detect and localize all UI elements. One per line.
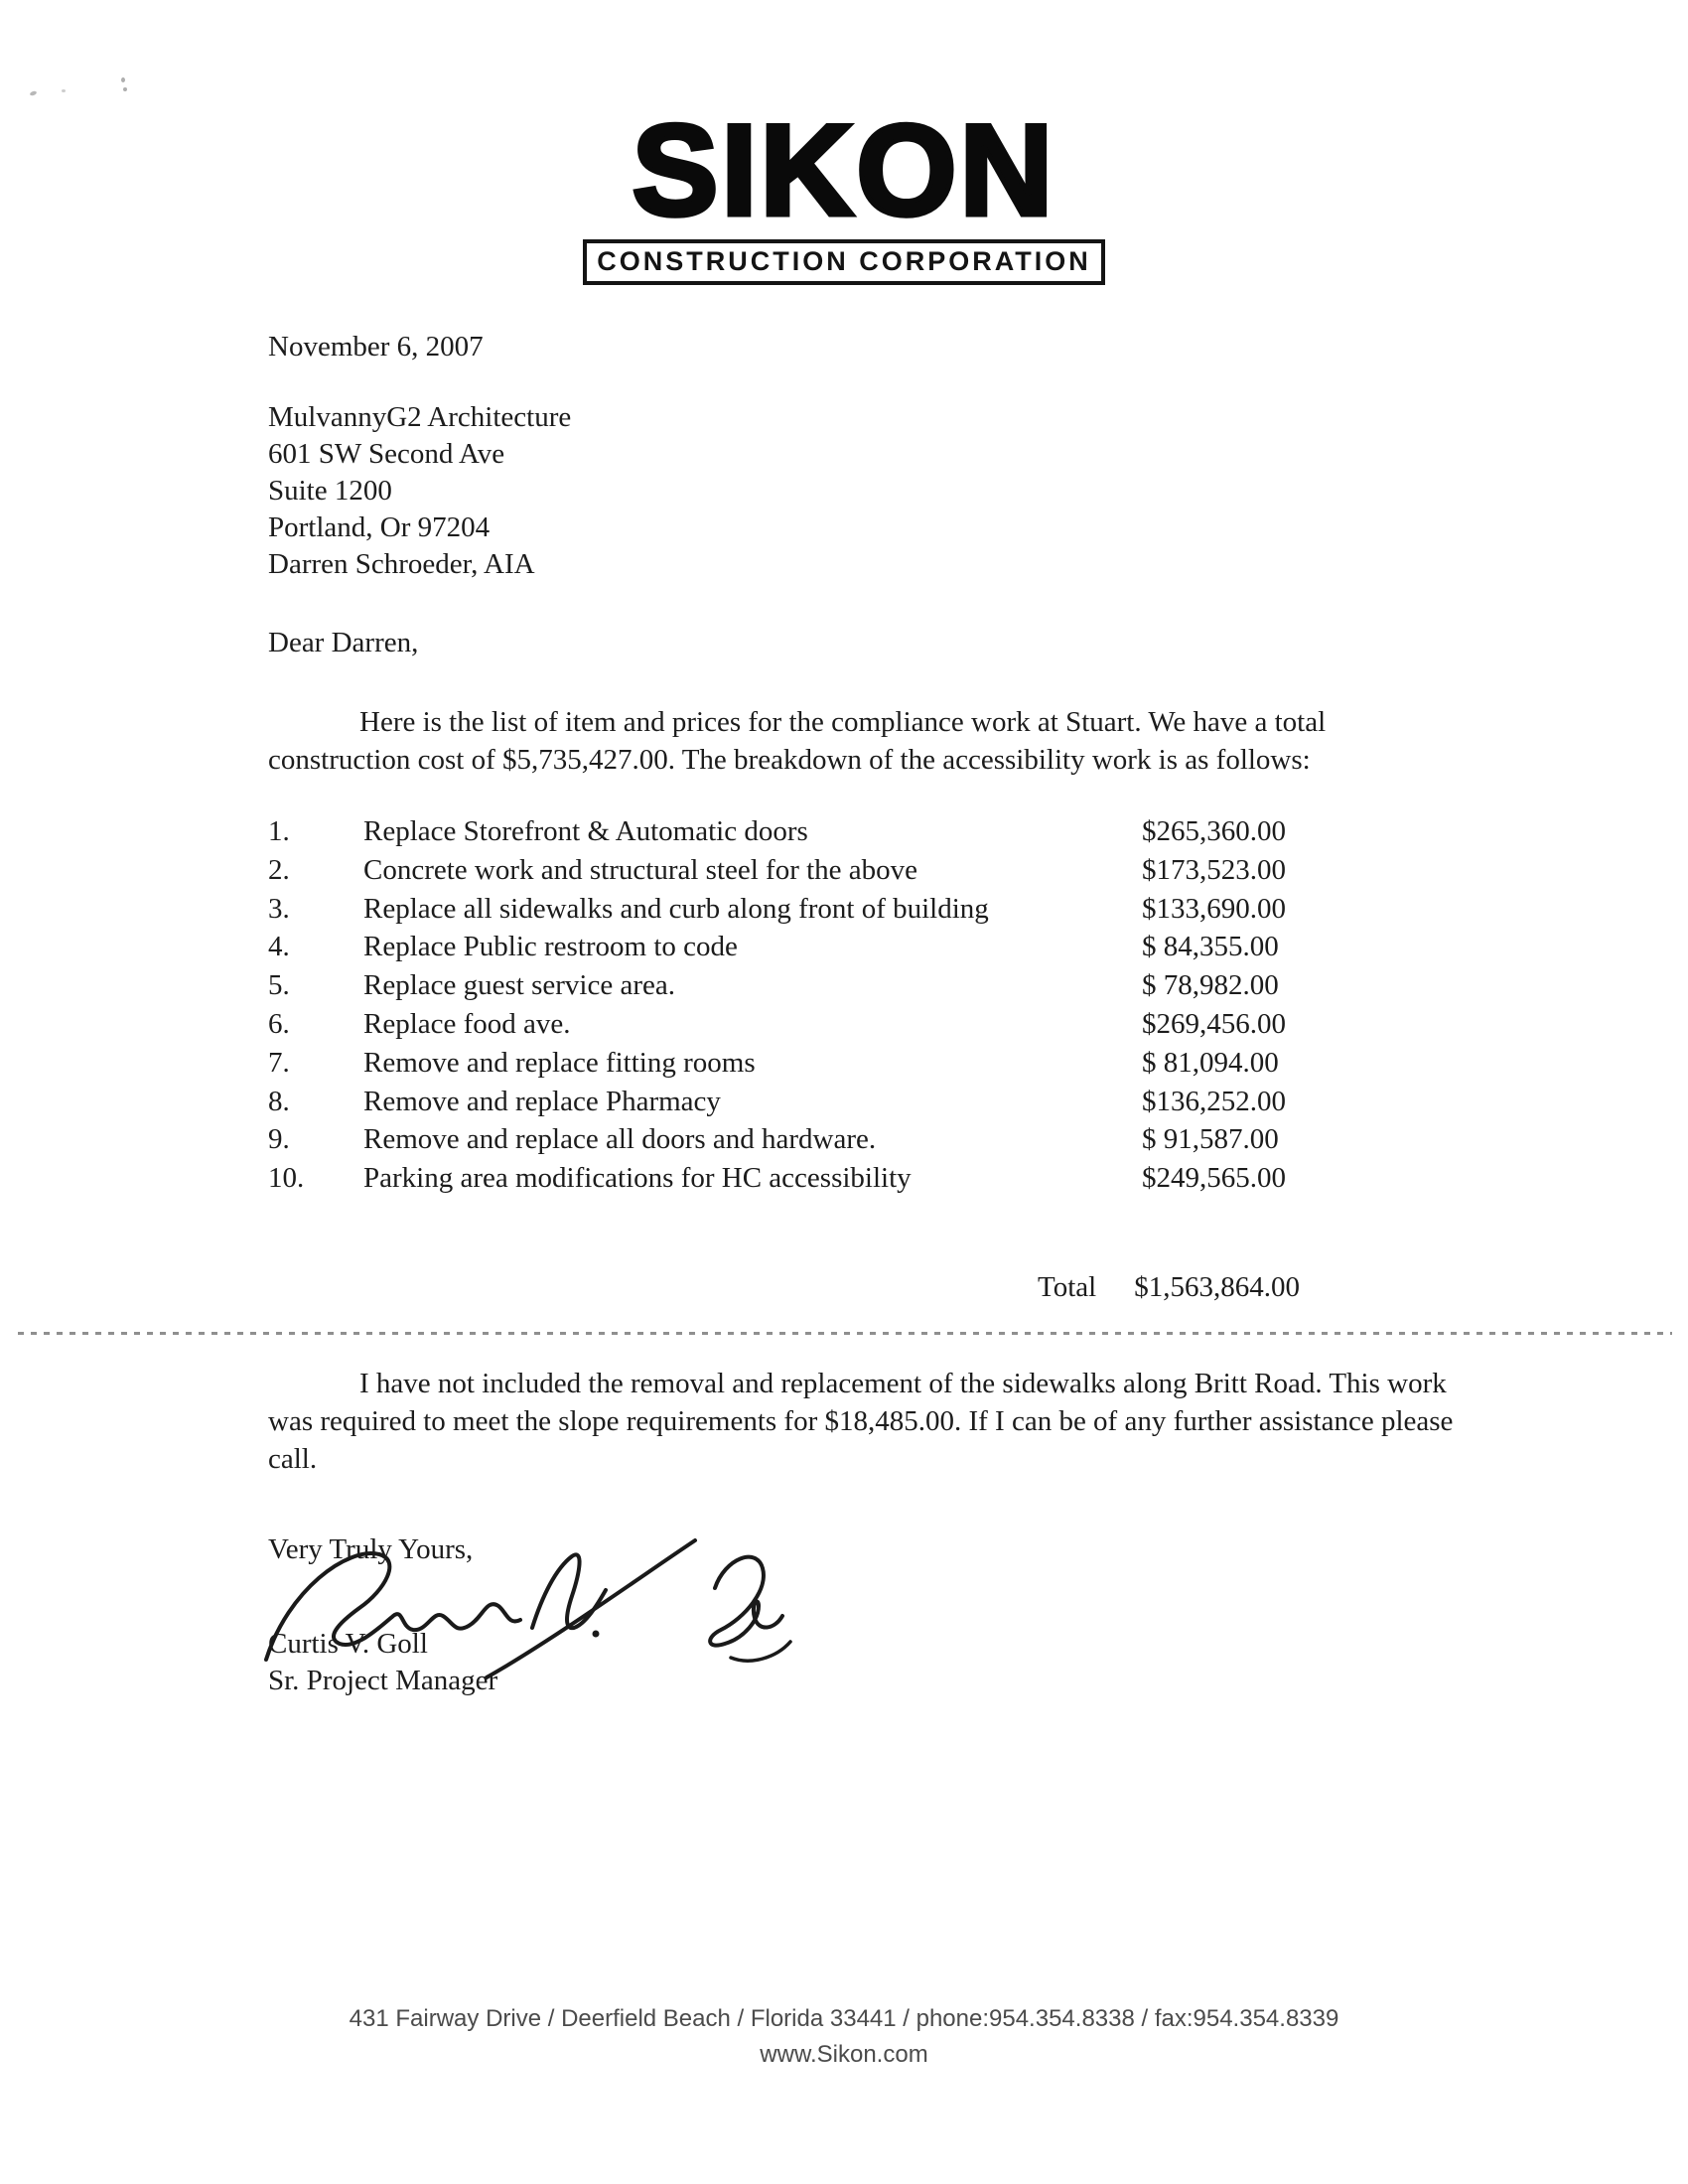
item-description: Replace Storefront & Automatic doors — [363, 815, 808, 847]
item-number: 10. — [268, 1162, 305, 1195]
item-number: 1. — [268, 815, 290, 847]
item-description: Replace all sidewalks and curb along front of building — [363, 892, 989, 925]
item-price: $249,565.00 — [1142, 1162, 1286, 1195]
line-item-row — [268, 966, 1529, 1005]
item-price: $ 78,982.00 — [1142, 969, 1279, 1002]
total-amount: $1,563,864.00 — [1134, 1270, 1300, 1303]
dashed-separator-line — [18, 1332, 1672, 1335]
line-item-row — [268, 1120, 1529, 1159]
intro-paragraph: Here is the list of item and prices for the compliance work at Stuart. We have a total construction cost of $5,735,427.00. The breakdown of the accessibility work is as follows: — [268, 706, 1327, 776]
salutation: Dear Darren, — [268, 627, 419, 658]
item-description: Replace Public restroom to code — [363, 931, 738, 963]
item-price: $173,523.00 — [1142, 853, 1286, 886]
scan-speck — [123, 87, 127, 91]
scan-speck — [121, 77, 125, 82]
line-item-row — [268, 1159, 1529, 1198]
item-description: Remove and replace Pharmacy — [363, 1085, 721, 1117]
note-paragraph: I have not included the removal and replacement of the sidewalks along Britt Road. This work was required to meet the slope requirements for $18,485.00. If I can be of any further assistance please call. — [268, 1367, 1454, 1475]
item-description: Replace food ave. — [363, 1007, 571, 1040]
recipient-line: MulvannyG2 Architecture — [268, 401, 572, 433]
item-number: 9. — [268, 1123, 290, 1156]
line-item-row — [268, 1083, 1529, 1121]
recipient-block — [268, 399, 1529, 583]
item-number: 6. — [268, 1007, 290, 1040]
item-price: $269,456.00 — [1142, 1007, 1286, 1040]
item-price: $265,360.00 — [1142, 815, 1286, 847]
line-item-row — [268, 928, 1529, 966]
recipient-line: 601 SW Second Ave — [268, 438, 505, 470]
item-description: Parking area modifications for HC accessibility — [363, 1162, 912, 1195]
signer-title: Sr. Project Manager — [268, 1664, 498, 1696]
item-description: Concrete work and structural steel for the above — [363, 853, 918, 886]
line-item-row — [268, 851, 1529, 890]
total-row — [268, 1271, 1529, 1304]
item-description: Replace guest service area. — [363, 969, 675, 1002]
item-number: 8. — [268, 1085, 290, 1117]
item-price: $136,252.00 — [1142, 1085, 1286, 1117]
letter-date: November 6, 2007 — [268, 331, 484, 363]
total-label: Total — [1038, 1270, 1097, 1303]
item-number: 3. — [268, 892, 290, 925]
line-item-row — [268, 1005, 1529, 1044]
scan-speck — [62, 89, 66, 92]
item-description: Remove and replace all doors and hardware. — [363, 1123, 877, 1156]
item-description: Remove and replace fitting rooms — [363, 1046, 756, 1079]
recipient-line: Portland, Or 97204 — [268, 511, 491, 543]
recipient-line: Darren Schroeder, AIA — [268, 548, 535, 580]
item-number: 5. — [268, 969, 290, 1002]
item-price: $ 84,355.00 — [1142, 931, 1279, 963]
signer-name: Curtis V. Goll — [268, 1627, 428, 1660]
line-items-list — [268, 812, 1529, 1198]
logo-title: SIKON — [632, 97, 1056, 242]
footer-website: www.Sikon.com — [760, 2041, 928, 2068]
item-price: $133,690.00 — [1142, 892, 1286, 925]
item-price: $ 81,094.00 — [1142, 1046, 1279, 1079]
recipient-line: Suite 1200 — [268, 475, 392, 507]
company-logo — [0, 0, 1688, 285]
line-item-row — [268, 1044, 1529, 1083]
item-number: 4. — [268, 931, 290, 963]
line-item-row — [268, 812, 1529, 851]
line-item-row — [268, 890, 1529, 929]
letterhead-footer — [0, 2005, 1688, 2069]
closing-line: Very Truly Yours, — [268, 1532, 474, 1565]
logo-subtitle: CONSTRUCTION CORPORATION — [583, 239, 1105, 285]
item-price: $ 91,587.00 — [1142, 1123, 1279, 1156]
item-number: 2. — [268, 853, 290, 886]
footer-address: 431 Fairway Drive / Deerfield Beach / Florida 33441 / phone:954.354.8338 / fax:954.354.8339 — [349, 2005, 1339, 2032]
item-number: 7. — [268, 1046, 290, 1079]
letter-body — [0, 331, 1688, 1700]
